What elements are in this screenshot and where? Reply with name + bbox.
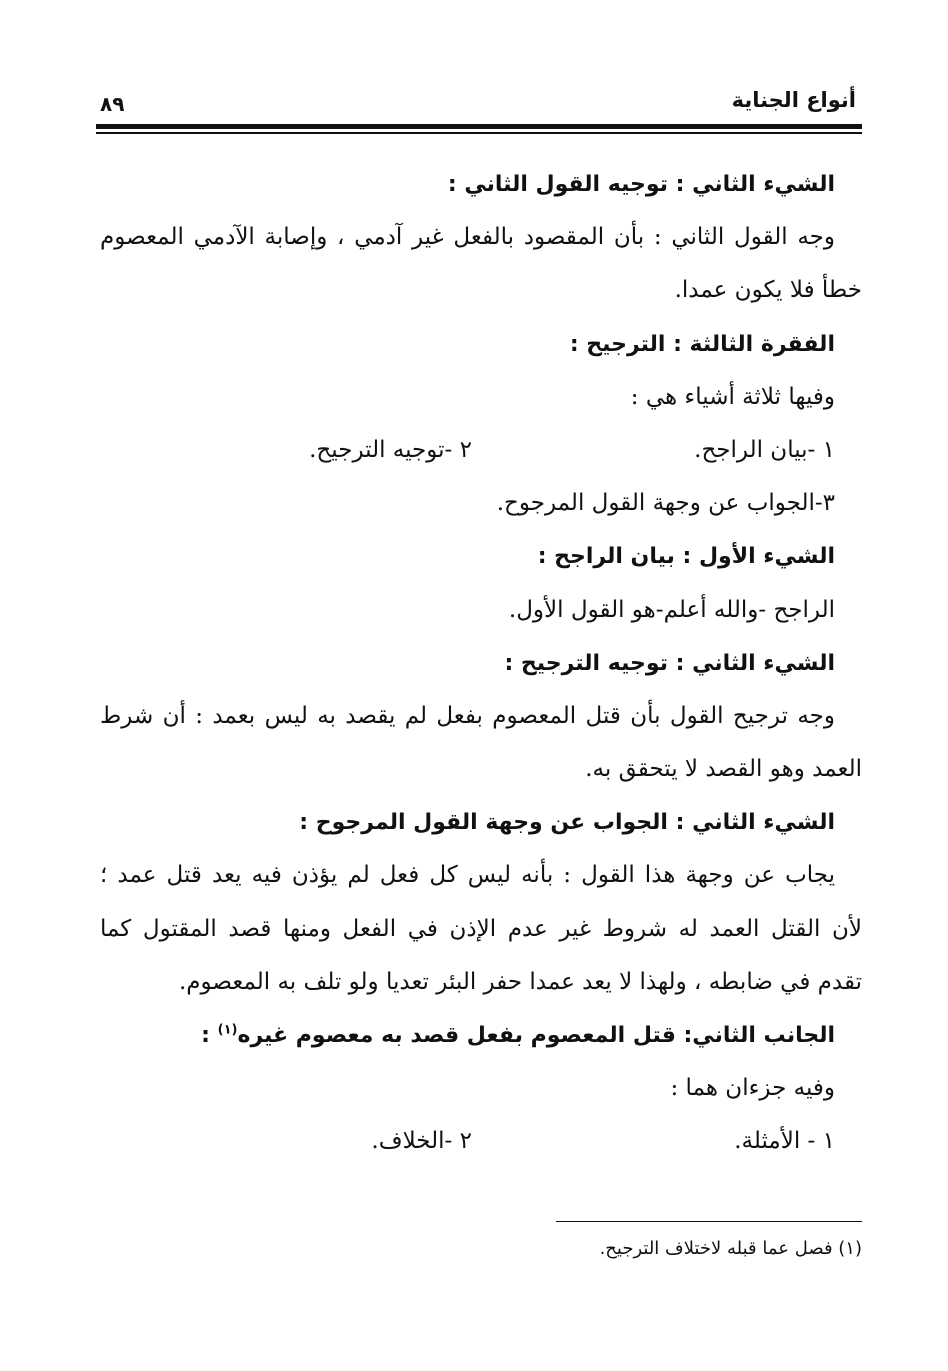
paragraph-line: يجاب عن وجهة هذا القول : بأنه ليس كل فعل لم يؤذن فيه يعد قتل عمد ؛: [100, 862, 835, 889]
footnote-reference[interactable]: (١): [217, 1022, 238, 1038]
header-rule-thin: [96, 132, 862, 134]
subheading: الشيء الثاني : توجيه القول الثاني :: [447, 172, 835, 197]
subheading: الشيء الثاني : الجواب عن وجهة القول المرجوح :: [299, 810, 835, 836]
paragraph-line: الراجح -والله أعلم-هو القول الأول.: [508, 596, 835, 623]
paragraph-line: وجه القول الثاني : بأن المقصود بالفعل غير آدمي ، وإصابة الآدمي المعصوم: [100, 224, 835, 251]
section-heading-text: الجانب الثاني: قتل المعصوم بفعل قصد به معصوم غيره: [237, 1023, 835, 1048]
footnote-separator: [556, 1221, 862, 1222]
heading-colon: :: [201, 1023, 218, 1048]
subheading: الشيء الأول : بيان الراجح :: [537, 544, 835, 570]
paragraph-line: وجه ترجيح القول بأن قتل المعصوم بفعل لم يقصد به ليس بعمد : أن شرط: [100, 702, 835, 729]
page-number: ٨٩: [100, 92, 125, 116]
section-heading: الفقرة الثالثة : الترجيح :: [569, 331, 835, 357]
header-rule-thick: [96, 124, 862, 129]
list-item: ٢ -الخلاف.: [371, 1128, 472, 1155]
list-item: ٣-الجواب عن وجهة القول المرجوح.: [496, 490, 835, 517]
list-item: ١ - الأمثلة.: [734, 1128, 835, 1155]
list-item: ١ -بيان الراجح.: [694, 436, 835, 463]
running-header-title: أنواع الجناية: [731, 88, 856, 112]
paragraph-line: تقدم في ضابطه ، ولهذا لا يعد عمدا حفر البئر تعديا ولو تلف به المعصوم.: [179, 968, 862, 995]
footnote: (١) فصل عما قبله لاختلاف الترجيح.: [599, 1238, 862, 1259]
list-row: [100, 1115, 862, 1168]
subheading: الشيء الثاني : توجيه الترجيح :: [504, 650, 835, 676]
list-row: [100, 424, 862, 477]
paragraph-line: لأن القتل العمد له شروط غير عدم الإذن في الفعل ومنها قصد المقتول كما: [100, 915, 862, 942]
paragraph-line: وفيها ثلاثة أشياء هي :: [630, 383, 835, 410]
paragraph-line: خطأ فلا يكون عمدا.: [674, 277, 862, 304]
paragraph-line: وفيه جزءان هما :: [670, 1075, 835, 1102]
paragraph-line: العمد وهو القصد لا يتحقق به.: [585, 756, 862, 783]
body-text: [100, 158, 862, 1169]
section-heading: [100, 1009, 862, 1062]
list-item: ٢ -توجيه الترجيح.: [309, 436, 472, 463]
